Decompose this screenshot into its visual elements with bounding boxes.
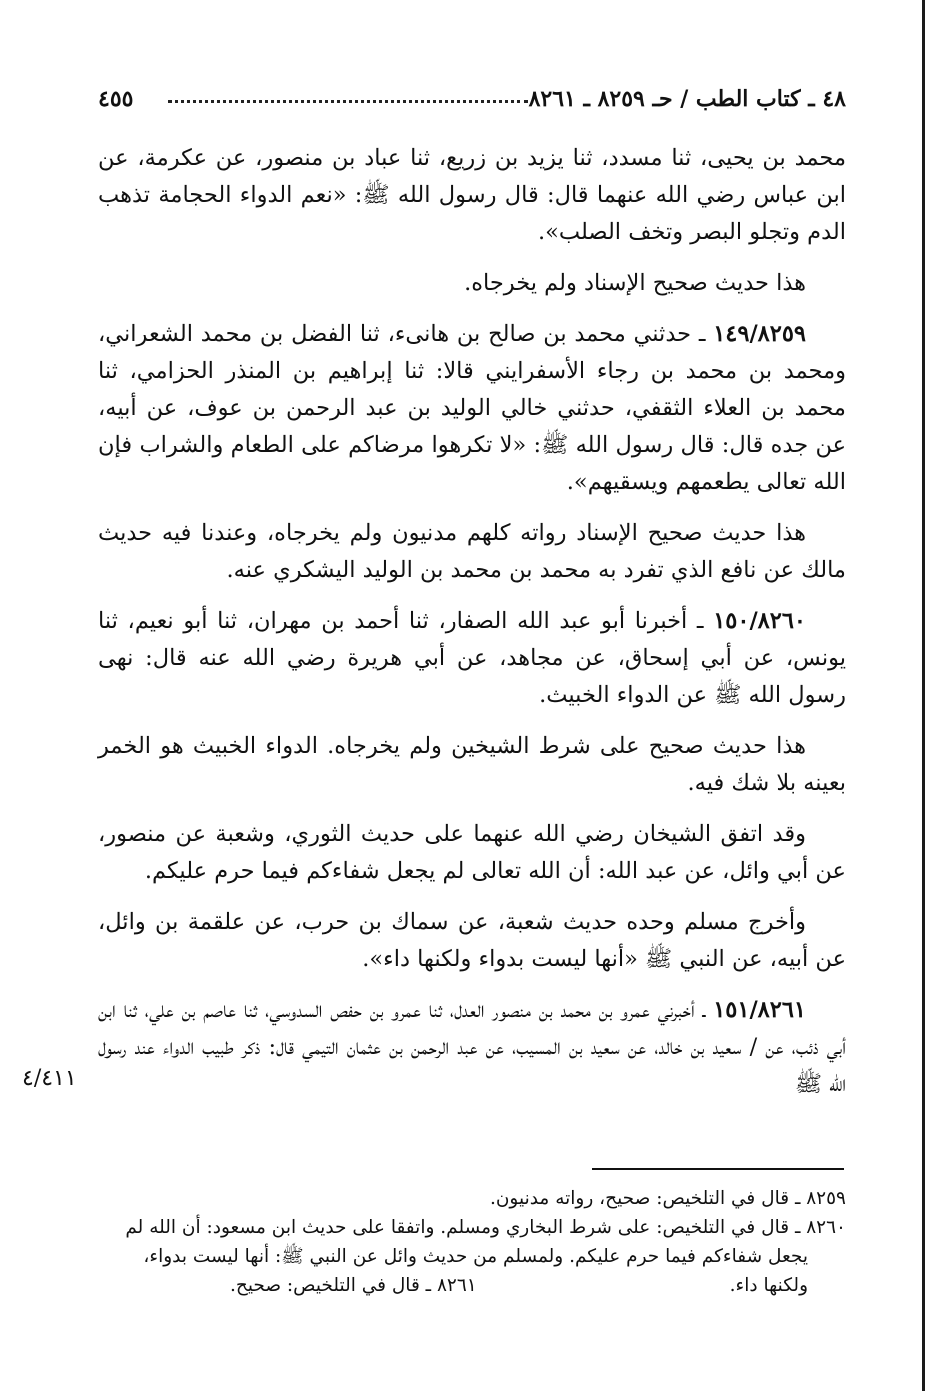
paragraph-text: وأخرج مسلم وحده حديث شعبة، عن سماك بن حرب، عن علقمة بن وائل، عن أبيه، عن النبي ﷺ «أنها ليست بدواء ولكنها داء». <box>98 909 846 972</box>
footnote: ٨٢٥٩ ـ قال في التلخيص: صحيح، رواته مدنيون. <box>489 1188 846 1209</box>
hadith-paragraph <box>98 316 846 501</box>
header-leader-dots <box>168 100 528 103</box>
main-text <box>98 140 846 1117</box>
footnote-last-line <box>100 1271 846 1301</box>
paragraph-text: هذا حديث صحيح الإسناد ولم يخرجاه. <box>464 270 806 296</box>
footnote-continuation-end: ولكنها داء. <box>729 1275 808 1296</box>
footnote: ٨٢٦١ ـ قال في التلخيص: صحيح. <box>230 1275 477 1296</box>
paragraph-text: هذا حديث صحيح على شرط الشيخين ولم يخرجاه. الدواء الخبيث هو الخمر بعينه بلا شك فيه. <box>98 733 846 796</box>
footnote-separator <box>592 1168 844 1170</box>
page-edge-line <box>922 0 925 1391</box>
paragraph <box>98 816 846 890</box>
hadith-paragraph <box>98 603 846 714</box>
hadith-paragraph <box>98 992 846 1103</box>
paragraph <box>98 728 846 802</box>
paragraph <box>98 904 846 978</box>
paragraph <box>98 515 846 589</box>
hadith-number: ١٥١/٨٢٦١ <box>713 997 806 1023</box>
paragraph <box>98 140 846 251</box>
paragraph <box>98 265 846 302</box>
margin-reference: ٤/٤١١ <box>22 1066 77 1091</box>
paragraph-text: وقد اتفق الشيخان رضي الله عنهما على حديث الثوري، وشعبة عن منصور، عن أبي وائل، عن عبد الله: أن الله تعالى لم يجعل شفاءكم فيما حرم عليكم. <box>98 821 846 884</box>
footnote-continuation: يجعل شفاءكم فيما حرم عليكم. ولمسلم من حديث وائل عن النبي ﷺ: أنها ليست بدواء، <box>143 1246 808 1267</box>
hadith-number: ١٥٠/٨٢٦٠ <box>713 608 806 634</box>
hadith-number: ١٤٩/٨٢٥٩ <box>713 321 807 347</box>
footnotes <box>100 1184 846 1301</box>
paragraph-text: هذا حديث صحيح الإسناد رواته كلهم مدنيون ولم يخرجاه، وعندنا فيه حديث مالك عن نافع الذي تفرد به محمد بن محمد بن الوليد اليشكري عنه. <box>98 520 846 583</box>
footnote: ٨٢٦٠ ـ قال في التلخيص: على شرط البخاري ومسلم. واتفقا على حديث ابن مسعود: أن الله لم <box>125 1217 846 1238</box>
paragraph-text: ـ حدثني محمد بن صالح بن هانىء، ثنا الفضل بن محمد الشعراني، ومحمد بن محمد بن رجاء الأسفرايني قالا: ثنا إبراهيم بن المنذر الحزامي، ثنا محمد بن العلاء الثقفي، حدثني خالي الوليد بن عبد الرحمن بن عوف، عن أبيه، عن جده قال: قال رسول الله ﷺ: «لا تكرهوا مرضاكم على الطعام والشراب فإن الله تعالى يطعمهم ويسقيهم». <box>98 321 847 495</box>
page-number: ٤٥٥ <box>98 86 134 112</box>
paragraph-text: محمد بن يحيى، ثنا مسدد، ثنا يزيد بن زريع، ثنا عباد بن منصور، عن عكرمة، عن ابن عباس رضي الله عنهما قال: قال رسول الله ﷺ: «نعم الدواء الحجامة تذهب الدم وتجلو البصر وتخف الصلب». <box>98 145 846 245</box>
header-title: ٤٨ ـ كتاب الطب / حـ ٨٢٥٩ ـ ٨٢٦١ <box>528 86 846 112</box>
paragraph-text: ـ أخبرنا أبو عبد الله الصفار، ثنا أحمد بن مهران، ثنا أبو نعيم، ثنا يونس، عن أبي إسحاق، عن مجاهد، عن أبي هريرة رضي الله عنه قال: نهى رسول الله ﷺ عن الدواء الخبيث. <box>98 608 846 708</box>
paragraph-text: ـ أخبرني عمرو بن محمد بن منصور العدل، ثنا عمرو بن حفص السدوسي، ثنا عاصم بن علي، ثنا ابن أبي ذئب، عن / سعيد بن خالد، عن سعيد بن المسيب، عن عبد الرحمن بن عثمان التيمي قال: ذكر طبيب الدواء عند رسول الله ﷺ <box>98 997 846 1097</box>
running-header <box>98 86 846 122</box>
